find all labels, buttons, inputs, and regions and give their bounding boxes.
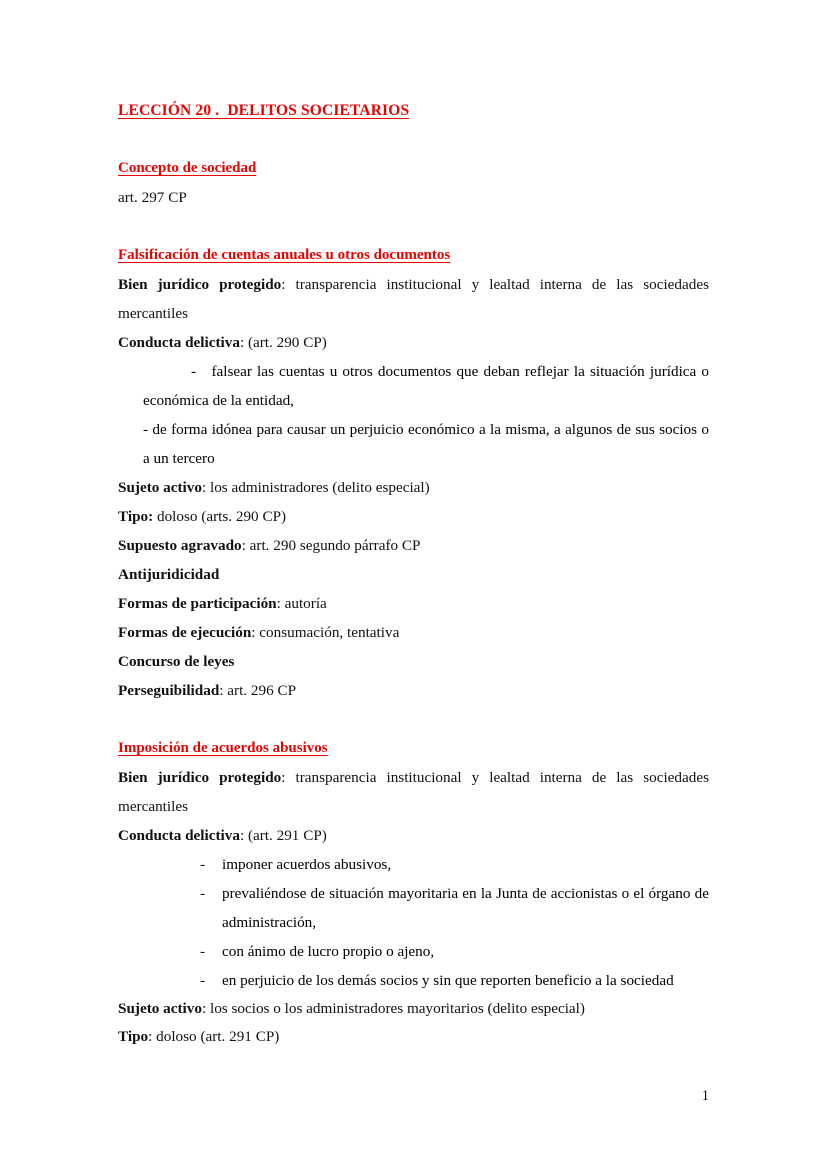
- page-number: 1: [701, 1088, 709, 1104]
- bullet-dash-icon: -: [200, 856, 206, 873]
- list-item: [118, 850, 709, 879]
- section2-formas-participacion-label: Formas de participación: [118, 595, 277, 612]
- section2-tipo-label: Tipo:: [118, 508, 154, 525]
- section1-article-reference: art. 297 CP: [118, 189, 187, 206]
- bullet-dash-icon: -: [200, 972, 206, 989]
- list-item-text: de forma idónea para causar un perjuicio económico a la misma, a algunos de sus socios o a un tercero: [143, 421, 709, 467]
- spacer: [118, 212, 709, 241]
- list-item: [118, 879, 709, 937]
- section2-formas-ejecucion-text: : consumación, tentativa: [251, 624, 400, 641]
- list-item-text: imponer acuerdos abusivos,: [222, 856, 392, 873]
- section2-supuesto-agravado-text: : art. 290 segundo párrafo CP: [241, 537, 421, 554]
- section2-supuesto-agravado-label: Supuesto agravado: [118, 537, 242, 554]
- section3-sujeto-activo-text: : los socios o los administradores mayoritarios (delito especial): [201, 1000, 585, 1017]
- section3-bien-juridico-label: Bien jurídico protegido: [118, 769, 282, 786]
- section2-sujeto-activo-label: Sujeto activo: [118, 479, 202, 496]
- section3-sujeto-activo-label: Sujeto activo: [118, 1000, 202, 1017]
- section2-concurso-leyes-line: [118, 647, 709, 676]
- section2-bien-juridico-line: [118, 270, 709, 328]
- list-item: [118, 966, 709, 995]
- section-heading-concepto-de-sociedad: Concepto de sociedad: [118, 160, 257, 176]
- section2-sujeto-activo-text: : los administradores (delito especial): [201, 479, 430, 496]
- section2-perseguibilidad-label: Perseguibilidad: [118, 682, 220, 699]
- section3-tipo-text: : doloso (art. 291 CP): [148, 1028, 280, 1045]
- document-content: [118, 96, 709, 1051]
- spacer: [118, 705, 709, 734]
- section3-bullet-list: [118, 850, 709, 995]
- list-item: [118, 937, 709, 966]
- section3-conducta-line: [118, 821, 709, 850]
- section2-tipo-text: doloso (arts. 290 CP): [153, 508, 287, 525]
- section2-concurso-leyes-label: Concurso de leyes: [118, 653, 235, 670]
- bullet-dash-icon: -: [200, 943, 206, 960]
- section2-bien-juridico-label: Bien jurídico protegido: [118, 276, 282, 293]
- bullet-dash-icon: -: [191, 363, 197, 380]
- section2-conducta-label: Conducta delictiva: [118, 334, 240, 351]
- section3-conducta-label: Conducta delictiva: [118, 827, 240, 844]
- section3-bien-juridico-text: : transparencia institucional y lealtad interna de las sociedades mercantiles: [118, 769, 709, 815]
- section2-antijuridicidad-label: Antijuridicidad: [118, 566, 220, 583]
- bullet-dash-icon: -: [143, 421, 149, 438]
- section-heading-imposicion-de-acuerdos-abusivos: Imposición de acuerdos abusivos: [118, 740, 328, 756]
- list-item-text: en perjuicio de los demás socios y sin que reporten beneficio a la sociedad: [222, 972, 674, 989]
- section-heading-falsificacion-de-cuentas: Falsificación de cuentas anuales u otros documentos: [118, 247, 451, 263]
- section2-formas-participacion-line: [118, 589, 709, 618]
- list-item-text: con ánimo de lucro propio o ajeno,: [222, 943, 435, 960]
- section2-formas-ejecucion-label: Formas de ejecución: [118, 624, 252, 641]
- section3-conducta-text: : (art. 291 CP): [239, 827, 327, 844]
- spacer: [118, 125, 709, 154]
- bullet-dash-icon: -: [200, 885, 206, 902]
- section2-antijuridicidad-line: [118, 560, 709, 589]
- section2-tipo-line: [118, 502, 709, 531]
- section3-tipo-line: [118, 1023, 709, 1051]
- section2-perseguibilidad-text: : art. 296 CP: [219, 682, 297, 699]
- list-item: [118, 415, 709, 473]
- section2-conducta-text: : (art. 290 CP): [239, 334, 327, 351]
- section2-conducta-line: [118, 328, 709, 357]
- section2-bullet-list: [118, 357, 709, 473]
- section3-bien-juridico-line: [118, 763, 709, 821]
- section2-supuesto-agravado-line: [118, 531, 709, 560]
- section2-perseguibilidad-line: [118, 676, 709, 705]
- section2-formas-participacion-text: : autoría: [276, 595, 327, 612]
- section2-sujeto-activo-line: [118, 473, 709, 502]
- section2-formas-ejecucion-line: [118, 618, 709, 647]
- list-item-text: prevaliéndose de situación mayoritaria en la Junta de accionistas o el órgano de administración,: [222, 885, 709, 931]
- section3-tipo-label: Tipo: [118, 1028, 149, 1045]
- list-item-text: falsear las cuentas u otros documentos que deban reflejar la situación jurídica o económica de la entidad,: [143, 363, 710, 409]
- list-item: [118, 357, 709, 415]
- page-title: LECCIÓN 20 . DELITOS SOCIETARIOS: [118, 102, 410, 119]
- section3-sujeto-activo-line: [118, 995, 709, 1023]
- section2-bien-juridico-text: : transparencia institucional y lealtad interna de las sociedades mercantiles: [118, 276, 709, 322]
